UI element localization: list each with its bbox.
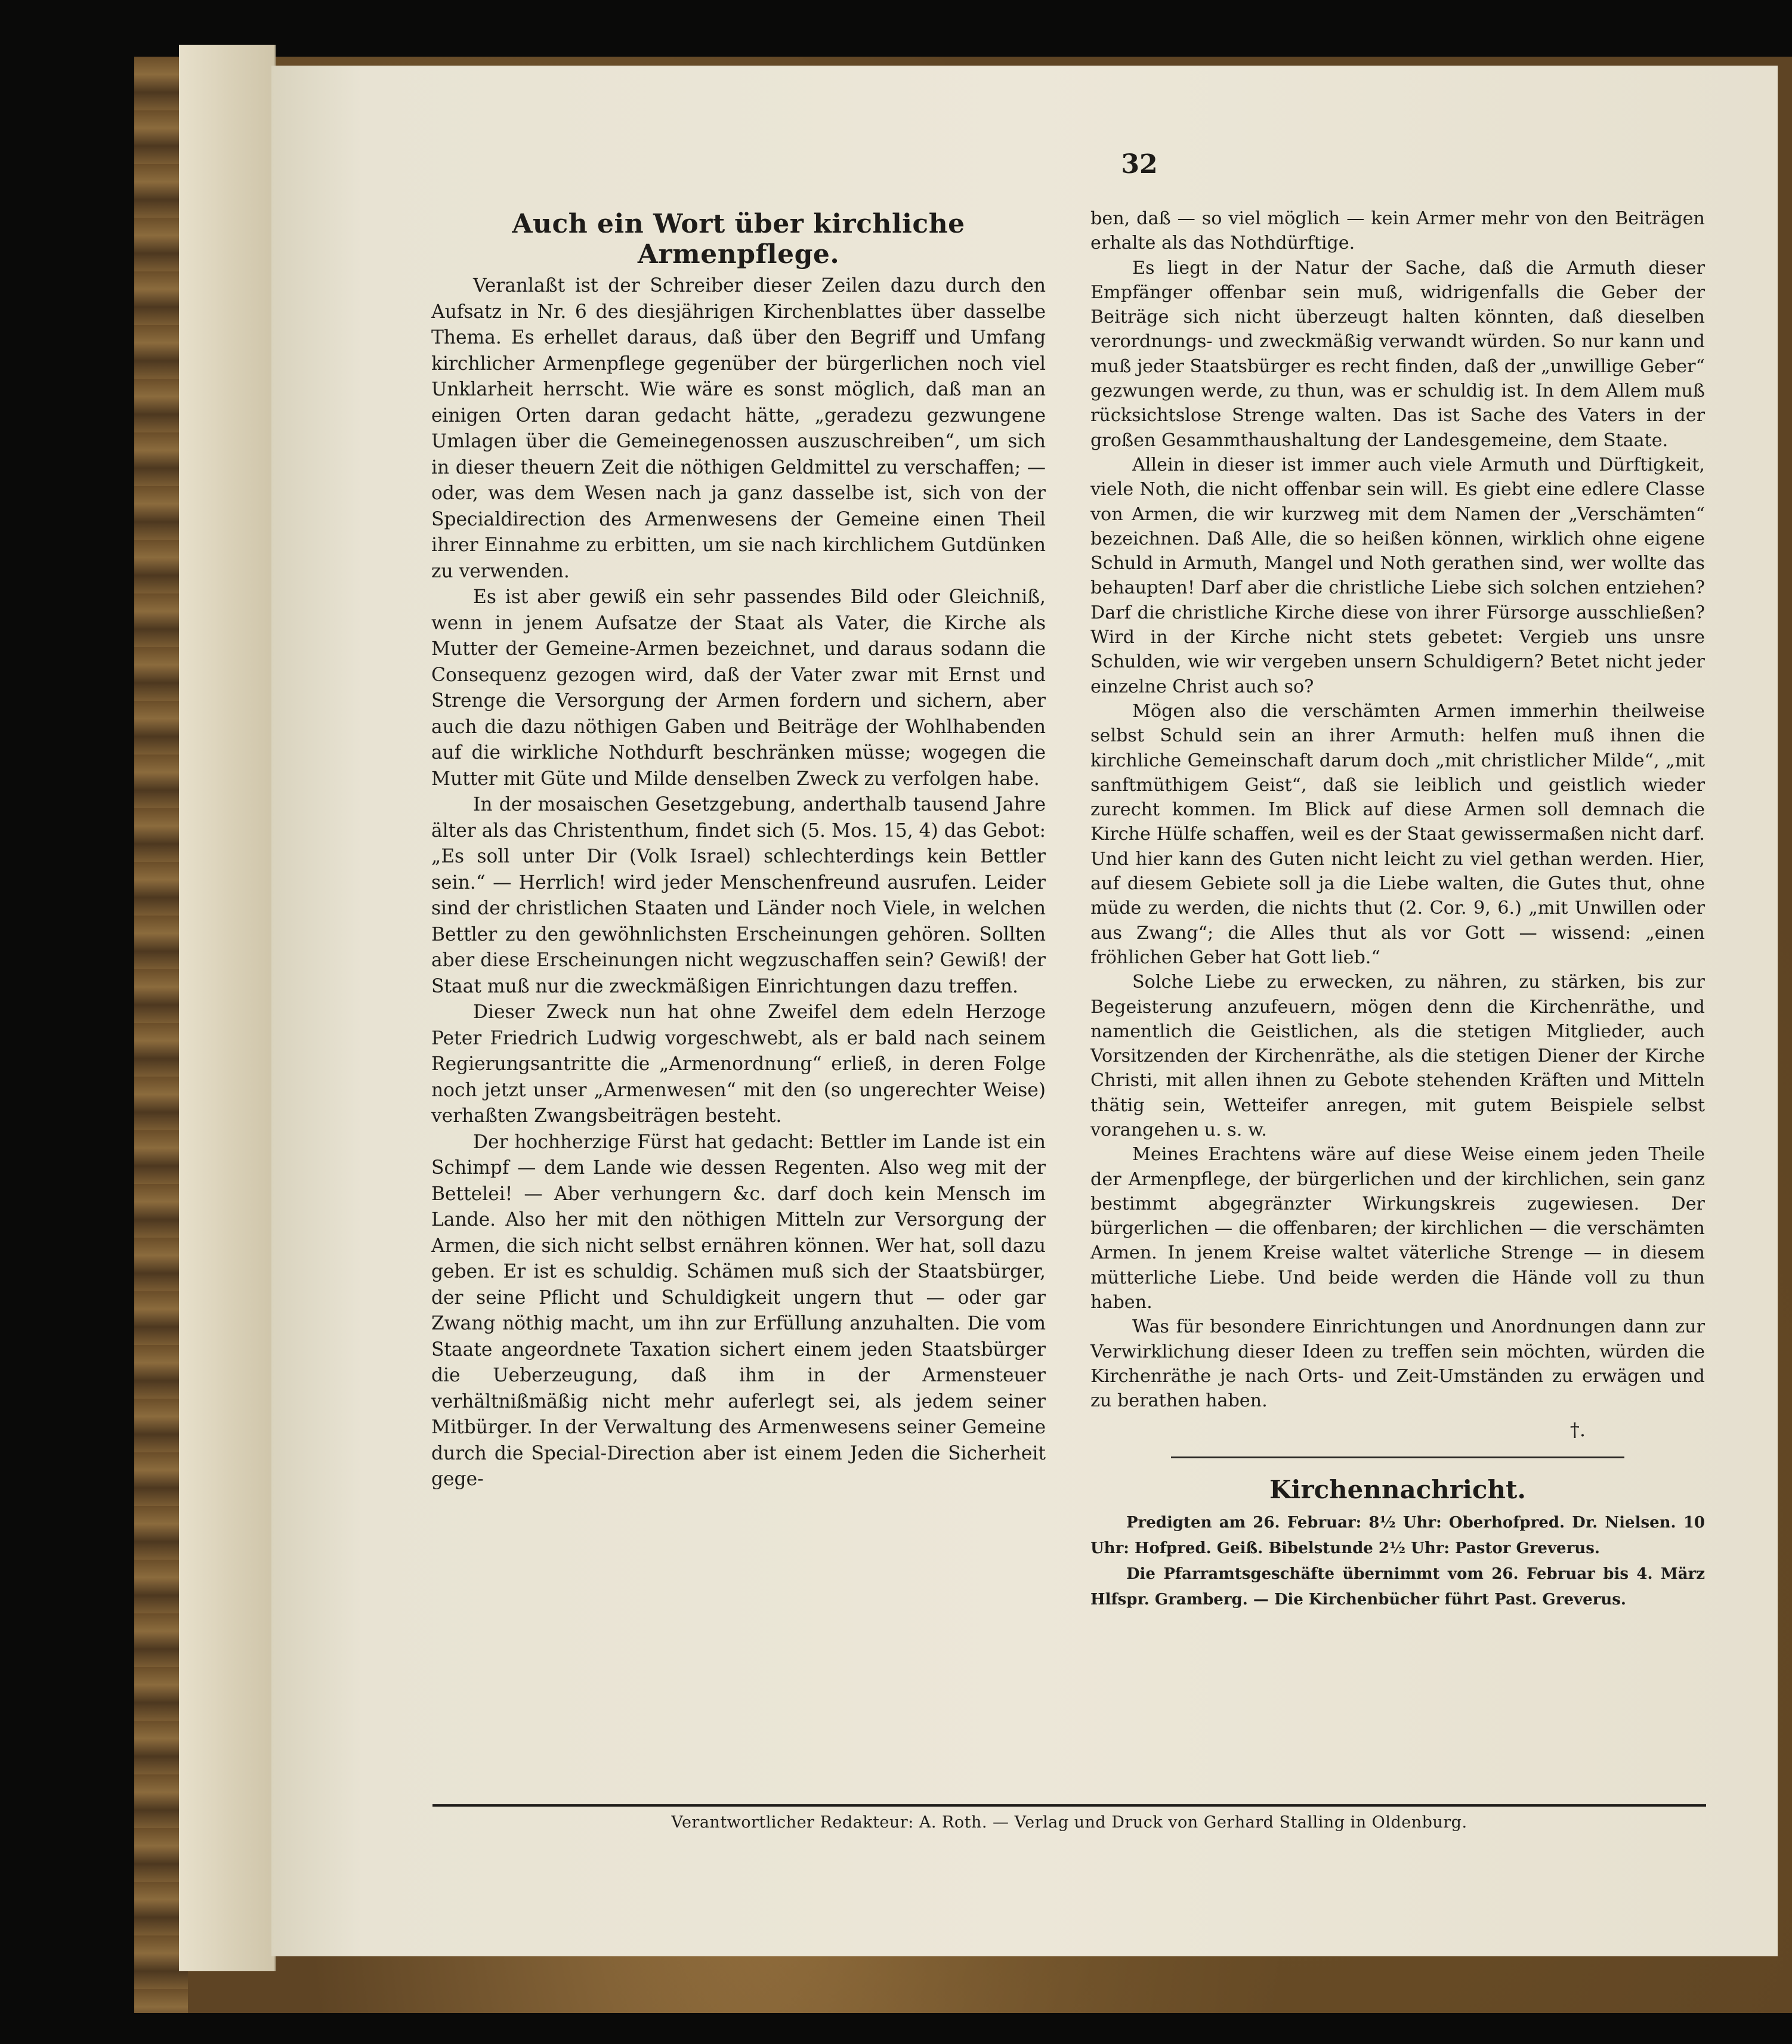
page-number: 32	[1121, 149, 1158, 180]
footer-rule	[432, 1804, 1706, 1807]
article-paragraph: Es ist aber gewiß ein sehr passendes Bild oder Gleichniß, wenn in jenem Aufsatze der Staat als Vater, die Kirche als Mutter der Gemeine-Armen bezeichnet, und daraus sodann die Consequenz gezogen wird, daß der Vater zwar mit Ernst und Strenge die Versorgung der Armen fordern und sichern, aber auch die dazu nöthigen Gaben und Beiträge der Wohlhabenden auf die wirkliche Nothdurft beschränken müsse; wogegen die Mutter mit Güte und Milde denselben Zweck zu verfolgen habe.	[431, 586, 1046, 790]
church-news-notice: Predigten am 26. Februar: 8½ Uhr: Oberhofpred. Dr. Nielsen. 10 Uhr: Hofpred. Geiß. Bibelstunde 2½ Uhr: Pastor Greverus.	[1090, 1513, 1705, 1557]
article-paragraph: Allein in dieser ist immer auch viele Armuth und Dürftigkeit, viele Noth, die nicht offenbar sein will. Es giebt eine edlere Classe von Armen, die wir kurzweg mit dem Namen der „Verschämten“ bezeichnen. Daß Alle, die so heißen können, wirklich ohne eigene Schuld in Armuth, Mangel und Noth gerathen sind, wer wollte das behaupten! Darf aber die christliche Liebe sich solchen entziehen? Darf die christliche Kirche diese von ihrer Fürsorge ausschließen? Wird in der Kirche nicht stets gebetet: Vergieb uns unsre Schulden, wie wir vergeben unsern Schuldigern? Betet nicht jeder einzelne Christ auch so?	[1090, 454, 1705, 697]
church-news-notice: Die Pfarramtsgeschäfte übernimmt vom 26. Februar bis 4. März Hlfspr. Gramberg. — Die Kirchenbücher führt Past. Greverus.	[1090, 1564, 1705, 1609]
church-news-title: Kirchennachricht.	[1269, 1474, 1527, 1504]
article-paragraph: ben, daß — so viel möglich — kein Armer mehr von den Beiträgen erhalte als das Nothdürftige.	[1090, 208, 1705, 254]
section-divider	[1171, 1457, 1624, 1458]
left-column	[431, 209, 1046, 1493]
article-signature: †.	[1569, 1418, 1586, 1441]
article-paragraph: Es liegt in der Natur der Sache, daß die Armuth dieser Empfänger offenbar sein muß, widrigenfalls die Geber der Beiträge sich nicht überzeugt halten könnten, daß dieselben verordnungs- und zweckmäßig verwandt würden. So nur kann und muß jeder Staatsbürger es recht finden, daß der „unwillige Geber“ gezwungen werde, zu thun, was er schuldig ist. In dem Allem muß rücksichtslose Strenge walten. Das ist Sache des Vaters in der großen Gesammthaushaltung der Landesgemeine, dem Staate.	[1090, 257, 1705, 451]
article-paragraph: Veranlaßt ist der Schreiber dieser Zeilen dazu durch den Aufsatz in Nr. 6 des diesjährigen Kirchenblattes über dasselbe Thema. Es erhellet daraus, daß über den Begriff und Umfang kirchlicher Armenpflege gegenüber der bürgerlichen noch viel Unklarheit herrscht. Wie wäre es sonst möglich, daß man an einigen Orten daran gedacht hätte, „geradezu gezwungene Umlagen über die Gemeinegenossen auszuschreiben“, um sich in dieser theuern Zeit die nöthigen Geldmittel zu verschaffen; — oder, was dem Wesen nach ja ganz dasselbe ist, sich von der Specialdirection des Armenwesens der Gemeine einen Theil ihrer Einnahme zu erbitten, um sie nach kirchlichem Gutdünken zu verwenden.	[431, 275, 1046, 582]
article-paragraph: In der mosaischen Gesetzgebung, anderthalb tausend Jahre älter als das Christenthum, findet sich (5. Mos. 15, 4) das Gebot: „Es soll unter Dir (Volk Israel) schlechterdings kein Bettler sein.“ — Herrlich! wird jeder Menschenfreund ausrufen. Leider sind der christlichen Staaten und Länder noch Viele, in welchen Bettler zu den gewöhnlichsten Erscheinungen gehören. Sollten aber diese Erscheinungen nicht wegzuschaffen sein? Gewiß! der Staat muß nur die zweckmäßigen Einrichtungen dazu treffen.	[431, 794, 1046, 997]
article-paragraph: Der hochherzige Fürst hat gedacht: Bettler im Lande ist ein Schimpf — dem Lande wie dessen Regenten. Also weg mit der Bettelei! — Aber verhungern &c. darf doch kein Mensch im Lande. Also her mit den nöthigen Mitteln zur Versorgung der Armen, die sich nicht selbst ernähren können. Wer hat, soll dazu geben. Er ist es schuldig. Schämen muß sich der Staatsbürger, der seine Pflicht und Schuldigkeit ungern thut — oder gar Zwang nöthig macht, um ihn zur Erfüllung anzuhalten. Die vom Staate angeordnete Taxation sichert einem jeden Staatsbürger die Ueberzeugung, daß ihm in der Armensteuer verhältnißmäßig nicht mehr auferlegt sei, als jedem seiner Mitbürger. In der Verwaltung des Armenwesens seiner Gemeine durch die Special-Direction aber ist einem Jeden die Sicherheit gege-	[431, 1131, 1046, 1490]
article-paragraph: Dieser Zweck nun hat ohne Zweifel dem edeln Herzoge Peter Friedrich Ludwig vorgeschwebt, als er bald nach seinem Regierungsantritte die „Armenordnung“ erließ, in deren Folge noch jetzt unser „Armenwesen“ mit den (so ungerechter Weise) verhaßten Zwangsbeiträgen besteht.	[431, 1001, 1046, 1127]
right-column	[1090, 206, 1705, 1613]
article-paragraph: Mögen also die verschämten Armen immerhin theilweise selbst Schuld sein an ihrer Armuth: helfen muß ihnen die kirchliche Gemeinschaft darum doch „mit christlicher Milde“, „mit sanftmüthigem Geist“, daß sie leiblich und geistlich wieder zurecht kommen. Im Blick auf diese Armen soll demnach die Kirche Hülfe schaffen, weil es der Staat gewissermaßen nicht darf. Und hier kann des Guten nicht leicht zu viel gethan werden. Hier, auf diesem Gebiete soll ja die Liebe walten, die Gutes thut, ohne müde zu werden, die nichts thut (2. Cor. 9, 6.) „mit Unwillen oder aus Zwang“; die Alles thut als vor Gott — wissend: „einen fröhlichen Geber hat Gott lieb.“	[1090, 700, 1705, 968]
newspaper-page	[271, 66, 1778, 1956]
article-paragraph: Meines Erachtens wäre auf diese Weise einem jeden Theile der Armenpflege, der bürgerlichen und der kirchlichen, sein ganz bestimmt abgegränzter Wirkungskreis zugewiesen. Der bürgerlichen — die offenbaren; der kirchlichen — die verschämten Armen. In jenem Kreise waltet väterliche Strenge — in diesem mütterliche Liebe. Und beide werden die Hände voll zu thun haben.	[1090, 1144, 1705, 1313]
article-paragraph: Solche Liebe zu erwecken, zu nähren, zu stärken, bis zur Begeisterung anzufeuern, mögen denn die Kirchenräthe, und namentlich die Geistlichen, als die stetigen Mitglieder, auch Vorsitzenden der Kirchenräthe, als die stetigen Diener der Kirche Christi, mit allen ihnen zu Gebote stehenden Kräften und Mitteln thätig sein, Wetteifer anregen, mit gutem Beispiele selbst vorangehen u. s. w.	[1090, 972, 1705, 1140]
article-paragraph: Was für besondere Einrichtungen und Anordnungen dann zur Verwirklichung dieser Ideen zu treffen sein möchten, würden die Kirchenräthe je nach Orts- und Zeit-Umständen zu erwägen und zu berathen haben.	[1090, 1316, 1705, 1412]
page-edges	[179, 45, 276, 1971]
article-title: Auch ein Wort über kirchliche Armenpflege.	[512, 209, 965, 270]
imprint: Verantwortlicher Redakteur: A. Roth. — Verlag und Druck von Gerhard Stalling in Oldenburg.	[671, 1813, 1467, 1832]
